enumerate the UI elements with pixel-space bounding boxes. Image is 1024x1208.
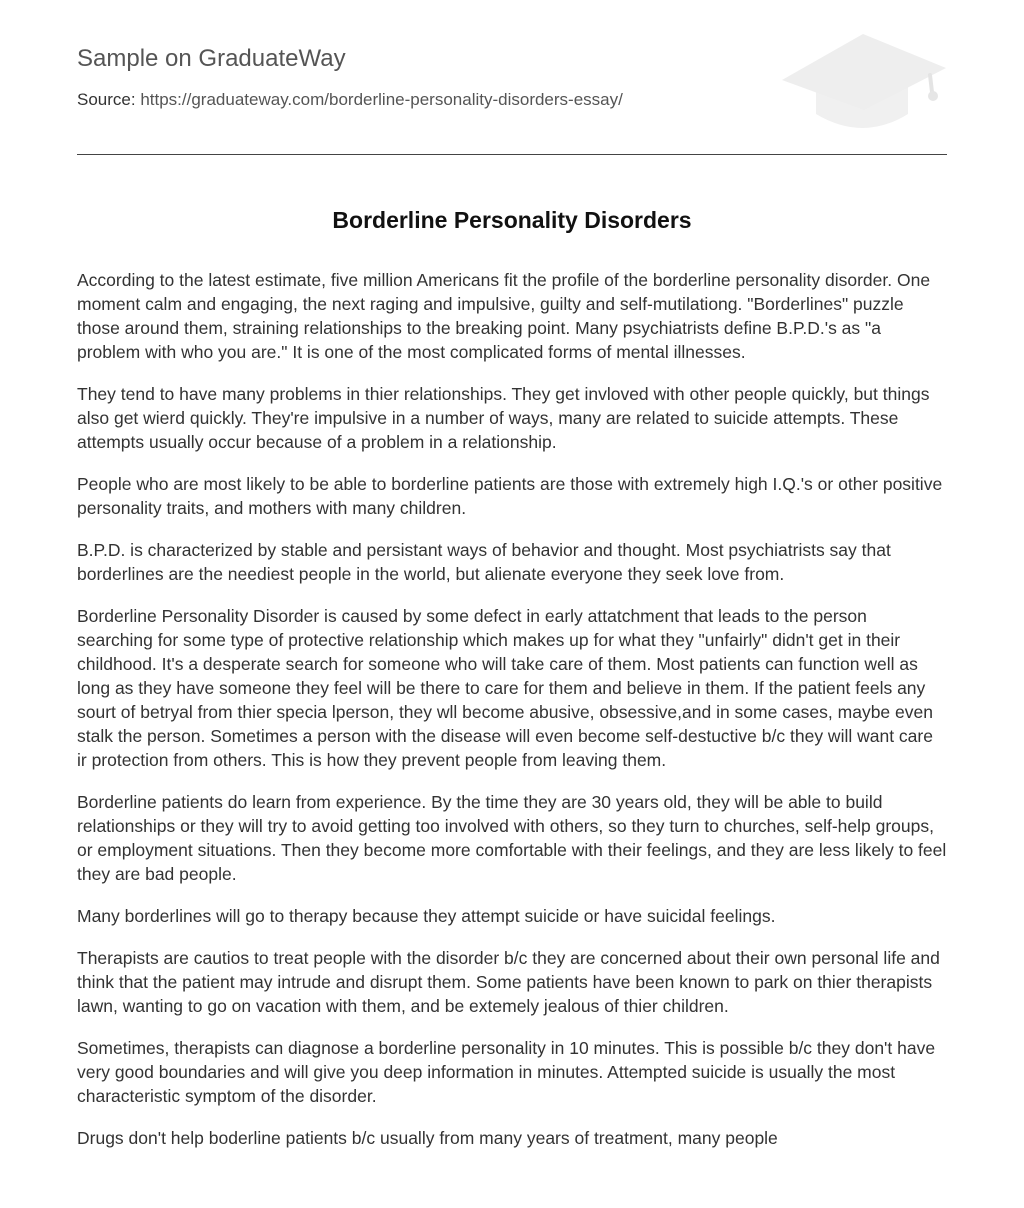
essay-paragraph: Borderline Personality Disorder is caused by some defect in early attatchment that leads to the person searching for some type of protective relationship which makes up for what they "unfairly" didn't get in their childhood. It's a desperate search for someone who will take care of them. Most patients can function well as long as they have someone they feel will be there to care for them and believe in them. If the patient feels any sourt of betryal from thier specia lperson, they wll become abusive, obsessive,and in some cases, maybe even stalk the person. Sometimes a person with the disease will even become self-destuctive b/c they will want care ir protection from others. This is how they prevent people from leaving them. <box>77 606 933 770</box>
essay-paragraph: Drugs don't help boderline patients b/c usually from many years of treatment, many people <box>77 1128 778 1148</box>
essay-paragraph: Many borderlines will go to therapy because they attempt suicide or have suicidal feelings. <box>77 906 776 926</box>
source-label: Source: <box>77 90 136 109</box>
essay-paragraph: They tend to have many problems in thier relationships. They get invloved with other people quickly, but things also get wierd quickly. They're impulsive in a number of ways, many are related to suicide attempts. These attempts usually occur because of a problem in a relationship. <box>77 384 930 452</box>
essay-paragraph: Borderline patients do learn from experience. By the time they are 30 years old, they will be able to build relationships or they will try to avoid getting too involved with others, so they turn to churches, self-help groups, or employment situations. Then they become more comfortable with their feelings, and they are less likely to feel they are bad people. <box>77 792 947 884</box>
graduation-cap-icon <box>780 30 946 134</box>
essay-paragraph: According to the latest estimate, five million Americans fit the profile of the borderline personality disorder. One moment calm and engaging, the next raging and impulsive, guilty and self-mutilationg. "Borderlines" puzzle those around them, straining relationships to the breaking point. Many psychiatrists define B.P.D.'s as "a problem with who you are." It is one of the most complicated forms of mental illnesses. <box>77 270 931 362</box>
essay-paragraph: Sometimes, therapists can diagnose a borderline personality in 10 minutes. This is possible b/c they don't have very good boundaries and will give you deep information in minutes. Attempted suicide is usually the most characteristic symptom of the disorder. <box>77 1038 936 1106</box>
essay-paragraph: People who are most likely to be able to borderline patients are those with extremely high I.Q.'s or other positive personality traits, and mothers with many children. <box>77 474 943 518</box>
source-line <box>77 89 623 111</box>
source-link[interactable]: https://graduateway.com/borderline-personality-disorders-essay/ <box>140 90 623 109</box>
essay-title: Borderline Personality Disorders <box>332 207 692 233</box>
essay-paragraph: Therapists are cautios to treat people with the disorder b/c they are concerned about their own personal life and think that the patient may intrude and disrupt them. Some patients have been known to park on thier therapists lawn, wanting to go on vacation with them, and be extemely jealous of thier children. <box>77 948 940 1016</box>
site-title: Sample on GraduateWay <box>77 45 346 72</box>
header-divider <box>77 154 947 155</box>
essay-paragraph: B.P.D. is characterized by stable and persistant ways of behavior and thought. Most psychiatrists say that borderlines are the neediest people in the world, but alienate everyone they seek love from. <box>77 540 891 584</box>
essay-body <box>77 268 947 1168</box>
